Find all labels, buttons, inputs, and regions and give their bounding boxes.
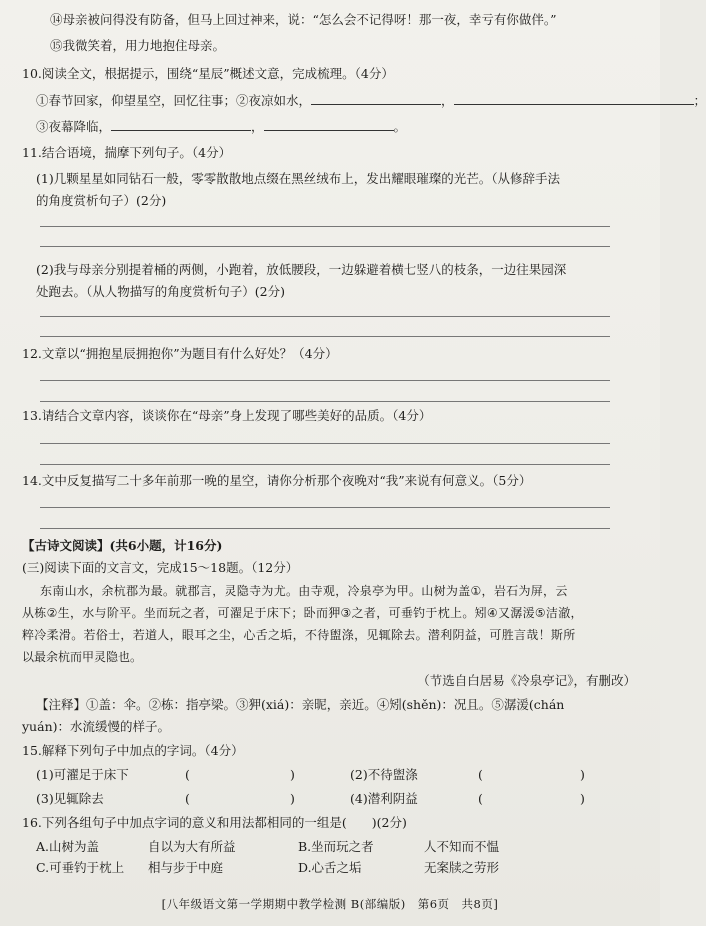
q15-paren-close: ) — [580, 791, 585, 806]
question-13: 13.请结合文章内容，谈谈你在“母亲”身上发现了哪些美好的品质。（4分） — [22, 408, 432, 423]
question-15-stem: 15.解释下列句子中加点的字词。（4分） — [22, 743, 244, 758]
question-10-line-1: ①春节回家，仰望星空，回忆往事；②夜凉如水， ， ； — [36, 93, 706, 108]
answer-line[interactable] — [40, 316, 610, 317]
q15-paren-close: ) — [580, 767, 585, 782]
notes-line-2: yuán)：水流缓慢的样子。 — [22, 719, 170, 734]
q15-paren-close: ) — [290, 791, 295, 806]
passage-line-1: 东南山水，余杭郡为最。就郡言，灵隐寺为尤。由寺观，冷泉亭为甲。山树为盖①，岩石为屏，云 — [40, 584, 568, 598]
q15-paren-close: ) — [290, 767, 295, 782]
page-footer: [八年级语文第一学期期中教学检测 B(部编版) 第6页 共8页] — [161, 897, 499, 911]
q16-option-d-sentence-2: 无案牍之劳形 — [424, 860, 500, 875]
q11-part1-line2: 的角度赏析句子）(2分) — [36, 193, 167, 208]
q10-line1-end: ； — [693, 93, 706, 108]
answer-line[interactable] — [40, 336, 610, 337]
q10-line1-text: ①春节回家，仰望星空，回忆往事；②夜凉如水， — [36, 93, 312, 108]
q15-paren-open: ( — [185, 791, 190, 806]
classical-subsection-title: (三)阅读下面的文言文，完成15～18题。（12分） — [22, 560, 299, 575]
passage-line-4: 以最余杭而甲灵隐也。 — [22, 650, 143, 664]
q10-blank-3[interactable] — [111, 130, 251, 131]
answer-line[interactable] — [40, 507, 610, 508]
answer-line[interactable] — [40, 401, 610, 402]
q16-option-c-sentence-1[interactable]: C.可垂钓于枕上 — [36, 860, 125, 875]
notes-line-1: 【注释】①盖：伞。②栋：指亭梁。③狎(xiá)：亲昵，亲近。④矧(shěn)：况且。⑤潺湲(chán — [36, 697, 565, 712]
q16-option-a-sentence-2: 自以为大有所益 — [148, 839, 236, 854]
q15-item-2: (2)不待盥涤 — [350, 767, 418, 782]
question-11-stem: 11.结合语境，揣摩下列句子。（4分） — [22, 145, 232, 160]
q16-option-b-sentence-1[interactable]: B.坐而玩之者 — [298, 839, 374, 854]
classical-section-header: 【古诗文阅读】(共6小题，计16分) — [22, 538, 223, 553]
q11-part2-line1: (2)我与母亲分别提着桶的两侧，小跑着，放低腰段，一边躲避着横七竖八的枝条，一边往果园深 — [36, 262, 567, 277]
answer-line[interactable] — [40, 246, 610, 247]
q11-part1-line1: (1)几颗星星如同钻石一般，零零散散地点缀在黑丝绒布上，发出耀眼璀璨的光芒。（从修辞手法 — [36, 171, 560, 186]
q15-paren-open: ( — [185, 767, 190, 782]
question-14: 14.文中反复描写二十多年前那一晚的星空，请你分析那个夜晚对“我”来说有何意义。（5分） — [22, 473, 532, 488]
q15-item-1: (1)可濯足于床下 — [36, 767, 129, 782]
q16-option-c-sentence-2: 相与步于中庭 — [148, 860, 224, 875]
answer-line[interactable] — [40, 443, 610, 444]
passage-line-2: 从栋②生，水与阶平。坐而玩之者，可濯足于床下；卧而狎③之者，可垂钓于枕上。矧④又潺湲⑤洁澈， — [22, 606, 583, 620]
q15-item-3: (3)见辄除去 — [36, 791, 104, 806]
question-16-stem: 16.下列各组句子中加点字词的意义和用法都相同的一组是( )(2分) — [22, 815, 407, 830]
q16-option-b-sentence-2: 人不知而不愠 — [424, 839, 500, 854]
q16-option-d-sentence-1[interactable]: D.心舌之垢 — [298, 860, 362, 875]
q10-line2-end: 。 — [393, 119, 407, 134]
q15-paren-open: ( — [478, 767, 483, 782]
passage-source: （节选自白居易《冷泉亭记》，有删改） — [417, 673, 636, 688]
answer-line[interactable] — [40, 226, 610, 227]
q10-blank-4[interactable] — [264, 130, 394, 131]
question-12: 12.文章以“拥抱星辰拥抱你”为题目有什么好处？（4分） — [22, 346, 338, 361]
answer-line[interactable] — [40, 528, 610, 529]
q16-option-a-sentence-1[interactable]: A.山树为盖 — [36, 839, 100, 854]
paragraph-15: ⑮我微笑着，用力地抱住母亲。 — [50, 38, 226, 53]
q10-blank-1[interactable] — [311, 104, 441, 105]
q10-line2-text: ③夜幕降临， — [36, 119, 112, 134]
answer-line[interactable] — [40, 380, 610, 381]
q10-blank-2[interactable] — [454, 104, 694, 105]
q15-paren-open: ( — [478, 791, 483, 806]
q11-part2-line2: 处跑去。（从人物描写的角度赏析句子）(2分) — [36, 284, 285, 299]
question-10-line-2: ③夜幕降临， ， 。 — [36, 119, 407, 134]
question-10-stem: 10.阅读全文，根据提示，围绕“星辰”概述文意，完成梳理。（4分） — [22, 66, 394, 81]
passage-line-3: 粹冷柔滑。若俗士，若道人，眼耳之尘，心舌之垢，不待盥涤，见辄除去。潜利阴益，可胜言哉！斯所 — [22, 628, 576, 642]
answer-line[interactable] — [40, 464, 610, 465]
paragraph-14: ⑭母亲被问得没有防备，但马上回过神来，说：“怎么会不记得呀！那一夜，幸亏有你做伴。” — [50, 12, 557, 27]
q15-item-4: (4)潜利阴益 — [350, 791, 418, 806]
